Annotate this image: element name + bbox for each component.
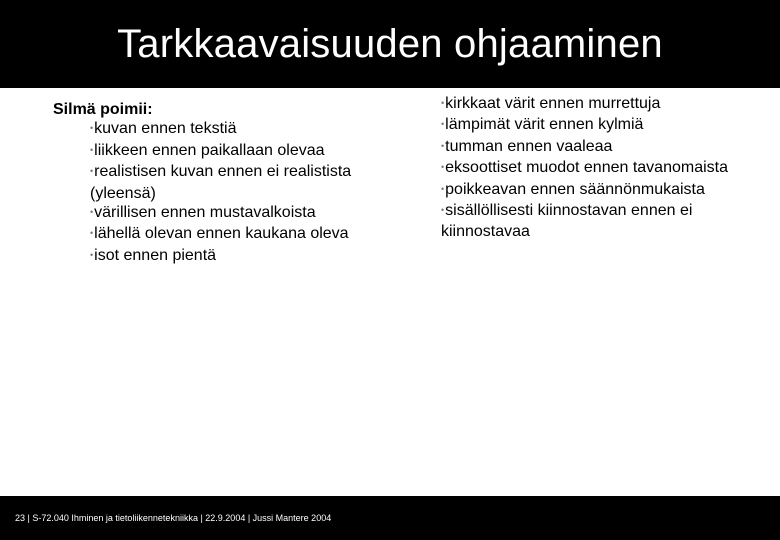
bullet-icon: • <box>441 140 445 151</box>
bullet-icon: • <box>441 205 445 216</box>
right-item: •poikkeavan ennen säännönmukaista <box>441 180 705 198</box>
right-item: •eksoottiset muodot ennen tavanomaista <box>441 159 728 177</box>
right-item: •kirkkaat värit ennen murrettuja <box>441 95 661 112</box>
left-column <box>53 100 390 267</box>
bullet-icon: • <box>441 98 445 108</box>
footer-text: 23 | S-72.040 Ihminen ja tietoliikennetekniikka | 22.9.2004 | Jussi Mantere 2004 <box>15 513 332 523</box>
left-item: •liikkeen ennen paikallaan olevaa <box>90 141 325 159</box>
left-item: •värillisen ennen mustavalkoista <box>90 204 316 222</box>
left-item: •isot ennen pientä <box>90 246 217 264</box>
right-item: •lämpimät värit ennen kylmiä <box>441 116 644 134</box>
bullet-icon: • <box>90 228 94 239</box>
bullet-icon: • <box>90 123 94 134</box>
left-heading: Silmä poimii: <box>53 101 153 118</box>
bullet-icon: • <box>90 249 94 260</box>
bullet-icon: • <box>441 119 445 130</box>
bullet-icon: • <box>441 183 445 194</box>
slide-title: Tarkkaavaisuuden ohjaaminen <box>117 22 663 66</box>
left-item: •realistisen kuvan ennen ei realistista (yleensä) <box>90 163 352 202</box>
left-item: •kuvan ennen tekstiä <box>90 120 237 138</box>
left-item: •lähellä olevan ennen kaukana oleva <box>90 225 349 243</box>
right-column <box>441 94 761 242</box>
bullet-icon: • <box>441 162 445 173</box>
right-item: •tumman ennen vaaleaa <box>441 137 613 155</box>
bullet-icon: • <box>90 207 94 218</box>
right-item: •sisällöllisesti kiinnostavan ennen ei kiinnostavaa <box>441 202 693 241</box>
bullet-icon: • <box>90 166 94 177</box>
bullet-icon: • <box>90 144 94 155</box>
